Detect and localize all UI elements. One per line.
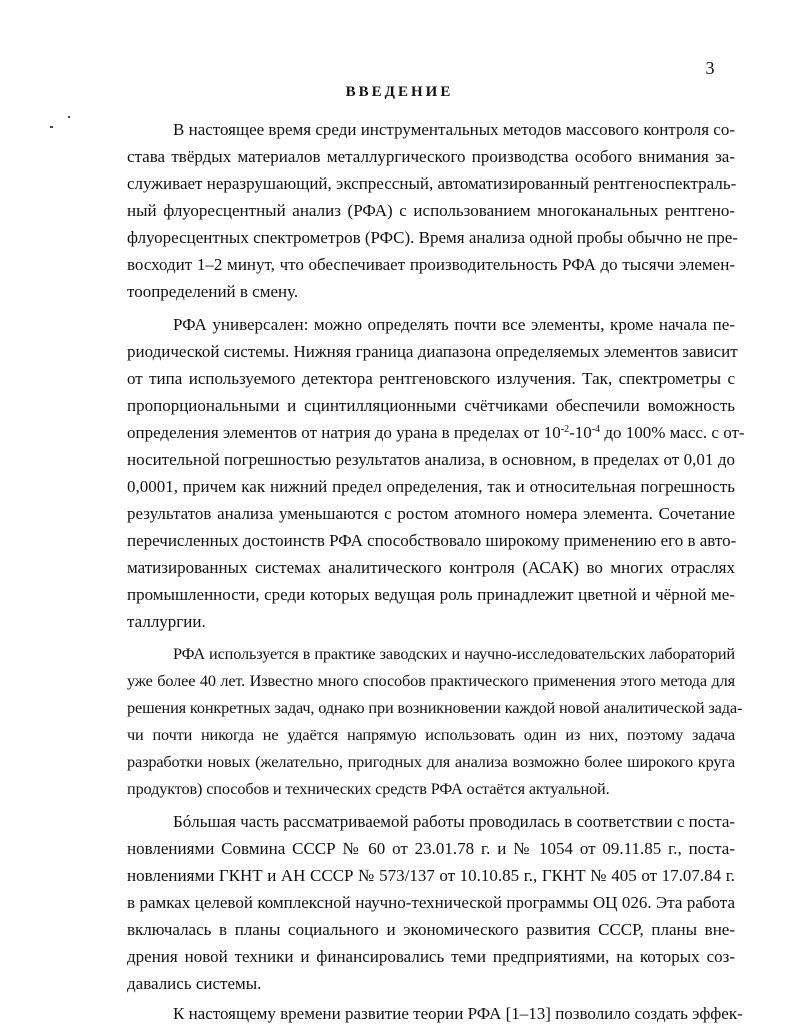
page-number: 3 xyxy=(705,58,715,78)
text-line: В настоящее время среди инструментальных методов массового контроля со- xyxy=(173,120,735,139)
text-line: РФА универсален: можно определять почти все элементы, кроме начала пе- xyxy=(173,315,735,334)
text-line: продуктов) способов и технических средств РФА остаётся актуальной. xyxy=(127,779,610,798)
section-heading: ВВЕДЕНИЕ xyxy=(345,84,454,100)
text-line: ный флуоресцентный анализ (РФА) с использованием многоканальных рентгено- xyxy=(127,201,735,220)
scan-speck xyxy=(68,116,70,118)
text-line: носительной погрешностью результатов анализа, в основном, в пределах от 0,01 до xyxy=(127,450,735,469)
text-line: РФА используется в практике заводских и научно-исследовательских лабораторий xyxy=(173,644,735,663)
text-line: в рамках целевой комплексной научно-технической программы ОЦ 026. Эта работа xyxy=(127,893,735,912)
text-segment: до 100% масс. с от- xyxy=(600,423,745,442)
text-line: флуоресцентных спектрометров (РФС). Время анализа одной пробы обычно не пре- xyxy=(127,228,738,247)
text-line: от типа используемого детектора рентгеновского излучения. Так, спектрометры с xyxy=(127,369,735,388)
text-line: новлениями Совмина СССР № 60 от 23.01.78 г. и № 1054 от 09.11.85 г., поста- xyxy=(127,839,735,858)
text-line: решения конкретных задач, однако при возникновении каждой новой аналитической зада- xyxy=(127,698,743,717)
text-line: К настоящему времени развитие теории РФА [1–13] позволило создать эффек- xyxy=(173,1004,743,1023)
text-line: разработки новых (желательно, пригодных для анализа возможно более широкого круга xyxy=(127,752,735,771)
text-line xyxy=(127,419,745,447)
text-line: става твёрдых материалов металлургического производства особого внимания за- xyxy=(127,147,735,166)
text-line: новлениями ГКНТ и АН СССР № 573/137 от 10.10.85 г., ГКНТ № 405 от 17.07.84 г. xyxy=(127,866,735,885)
text-line: дрения новой техники и финансировались теми предприятиями, на которых соз- xyxy=(127,947,735,966)
text-line: Бóльшая часть рассматриваемой работы проводилась в соответствии с поста- xyxy=(173,812,736,831)
text-line: тоопределений в смену. xyxy=(127,282,299,301)
superscript: -4 xyxy=(591,424,601,435)
scan-speck xyxy=(50,126,53,128)
text-line: перечисленных достоинств РФА способствовало широкому применению его в авто- xyxy=(127,531,737,550)
text-segment: -10 xyxy=(569,423,592,442)
text-line: уже более 40 лет. Известно много способов практического применения этого метода для xyxy=(127,671,735,690)
text-line: чи почти никогда не удаётся напрямую использовать один из них, поэтому задача xyxy=(127,725,735,744)
text-line: риодической системы. Нижняя граница диапазона определяемых элементов зависит xyxy=(127,342,738,361)
text-segment: определения элементов от натрия до урана в пределах от 10 xyxy=(127,423,561,442)
text-line: матизированных системах аналитического контроля (АСАК) во многих отраслях xyxy=(127,558,735,577)
text-line: результатов анализа уменьшаются с ростом атомного номера элемента. Сочетание xyxy=(127,504,735,523)
text-line: 0,0001, причем как нижний предел определения, так и относительная погрешность xyxy=(127,477,735,496)
text-line: давались системы. xyxy=(127,974,262,993)
text-line: включалась в планы социального и экономического развития СССР, планы вне- xyxy=(127,920,735,939)
superscript: -2 xyxy=(560,424,570,435)
text-line: пропорциональными и сцинтилляционными счётчиками обеспечили воможность xyxy=(127,396,735,415)
text-line: восходит 1–2 минут, что обеспечивает производительность РФА до тысячи элемен- xyxy=(127,255,735,274)
text-line: служивает неразрушающий, экспрессный, автоматизированный рентгеноспектраль- xyxy=(127,174,737,193)
text-line: таллургии. xyxy=(127,612,206,631)
text-line: промышленности, среди которых ведущая роль принадлежит цветной и чёрной ме- xyxy=(127,585,735,604)
